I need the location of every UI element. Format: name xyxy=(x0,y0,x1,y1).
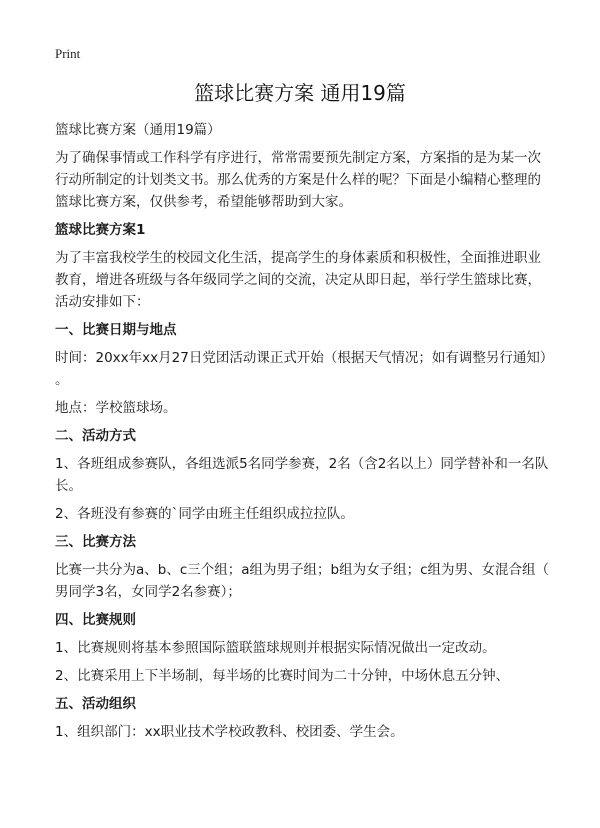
text-line: 教育，增进各班级与各年级同学之间的交流，决定从即日起，举行学生篮球比赛， xyxy=(55,272,541,288)
section-heading xyxy=(55,319,555,341)
paragraph xyxy=(55,119,555,141)
section-heading xyxy=(55,693,555,715)
document-body xyxy=(55,119,555,749)
paragraph xyxy=(55,453,555,497)
text-line: 为了丰富我校学生的校园文化生活，提高学生的身体素质和积极性，全面推进职业 xyxy=(55,250,541,266)
text-line: 时间：20xx年xx月27日党团活动课正式开始（根据天气情况；如有调整另行通知） xyxy=(55,350,554,366)
text-line: 一、比赛日期与地点 xyxy=(55,322,177,338)
paragraph xyxy=(55,559,555,603)
text-line: 活动安排如下： xyxy=(55,294,150,310)
paragraph xyxy=(55,147,555,213)
text-line: 四、比赛规则 xyxy=(55,612,136,628)
paragraph xyxy=(55,347,555,391)
text-line: 2、比赛采用上下半场制，每半场的比赛时间为二十分钟，中场休息五分钟、 xyxy=(55,668,510,684)
text-line: 1、各班组成参赛队，各组选派5名同学参赛，2名（含2名以上）同学替补和一名队 xyxy=(55,456,549,472)
text-line: 行动所制定的计划类文书。那么优秀的方案是什么样的呢？下面是小编精心整理的 xyxy=(55,172,541,188)
paragraph xyxy=(55,721,555,743)
section-heading xyxy=(55,425,555,447)
print-link[interactable]: Print xyxy=(55,46,81,61)
text-line: 篮球比赛方案，仅供参考，希望能够帮助到大家。 xyxy=(55,194,352,210)
paragraph xyxy=(55,665,555,687)
text-line: 地点：学校篮球场。 xyxy=(55,400,177,416)
text-line: 长。 xyxy=(55,478,82,494)
text-line: 五、活动组织 xyxy=(55,696,136,712)
text-line: 。 xyxy=(55,372,69,388)
text-line: 为了确保事情或工作科学有序进行，常常需要预先制定方案，方案指的是为某一次 xyxy=(55,150,541,166)
text-line: 篮球比赛方案（通用19篇） xyxy=(55,122,221,138)
text-line: 三、比赛方法 xyxy=(55,534,136,550)
text-line: 1、组织部门：xx职业技术学校政教科、校团委、学生会。 xyxy=(55,724,404,740)
text-line: 2、各班没有参赛的`同学由班主任组织成拉拉队。 xyxy=(55,506,354,522)
text-line: 比赛一共分为a、b、c三个组；a组为男子组；b组为女子组；c组为男、女混合组（ xyxy=(55,562,550,578)
text-line: 篮球比赛方案1 xyxy=(55,222,146,238)
paragraph xyxy=(55,397,555,419)
paragraph xyxy=(55,503,555,525)
paragraph xyxy=(55,247,555,313)
section-heading xyxy=(55,609,555,631)
text-line: 1、比赛规则将基本参照国际篮联篮球规则并根据实际情况做出一定改动。 xyxy=(55,640,496,656)
text-line: 男同学3名，女同学2名参赛）； xyxy=(55,584,241,600)
section-heading xyxy=(55,219,555,241)
text-line: 二、活动方式 xyxy=(55,428,136,444)
paragraph xyxy=(55,637,555,659)
section-heading xyxy=(55,531,555,553)
page-title: 篮球比赛方案 通用19篇 xyxy=(194,81,406,105)
